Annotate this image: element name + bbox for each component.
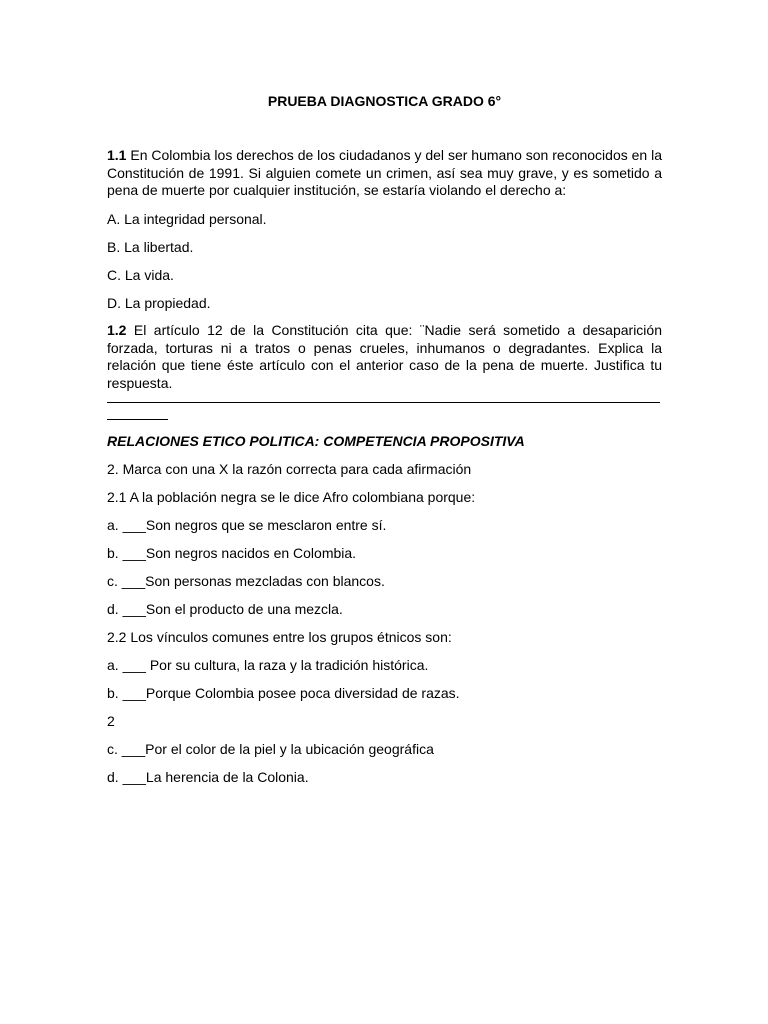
option-2-1-d: d. ___Son el producto de una mezcla. [107,601,343,617]
option-1-1-c: C. La vida. [107,267,174,283]
option-2-2-d: d. ___La herencia de la Colonia. [107,769,309,785]
question-number: 1.1 [107,147,127,163]
question-1-1 [107,147,662,200]
option-2-1-b: b. ___Son negros nacidos en Colombia. [107,545,357,561]
answer-line [107,402,660,403]
option-2-2-c: c. ___Por el color de la piel y la ubicación geográfica [107,741,434,757]
question-2-2-prompt: 2.2 Los vínculos comunes entre los grupos étnicos son: [107,629,452,645]
answer-line-continuation [107,419,168,420]
option-2-2-a: a. ___ Por su cultura, la raza y la tradición histórica. [107,657,429,673]
option-1-1-b: B. La libertad. [107,239,194,255]
question-1-2 [107,322,662,392]
question-text: En Colombia los derechos de los ciudadanos y del ser humano son reconocidos en la Constitución de 1991. Si alguien comete un crimen, así sea muy grave, y es sometido a pena de muerte por cualquier institución, se estaría violando el derecho a: [107,147,662,198]
page-marker: 2 [107,713,115,729]
option-2-2-b: b. ___Porque Colombia posee poca diversidad de razas. [107,685,460,701]
option-2-1-c: c. ___Son personas mezcladas con blancos. [107,573,385,589]
document-title: PRUEBA DIAGNOSTICA GRADO 6° [267,93,502,109]
question-2-intro: 2. Marca con una X la razón correcta para cada afirmación [107,461,472,477]
question-number: 1.2 [107,322,127,338]
option-1-1-d: D. La propiedad. [107,295,211,311]
section-heading: RELACIONES ETICO POLITICA: COMPETENCIA PROPOSITIVA [107,433,525,449]
option-1-1-a: A. La integridad personal. [107,211,267,227]
question-2-1-prompt: 2.1 A la población negra se le dice Afro colombiana porque: [107,489,476,505]
question-text: El artículo 12 de la Constitución cita que: ¨Nadie será sometido a desaparición forzada, torturas ni a tratos o penas crueles, inhumanos o degradantes. Explica la relación que tiene éste artículo con el anterior caso de la pena de muerte. Justifica tu respuesta. [107,322,662,391]
option-2-1-a: a. ___Son negros que se mesclaron entre sí. [107,517,387,533]
